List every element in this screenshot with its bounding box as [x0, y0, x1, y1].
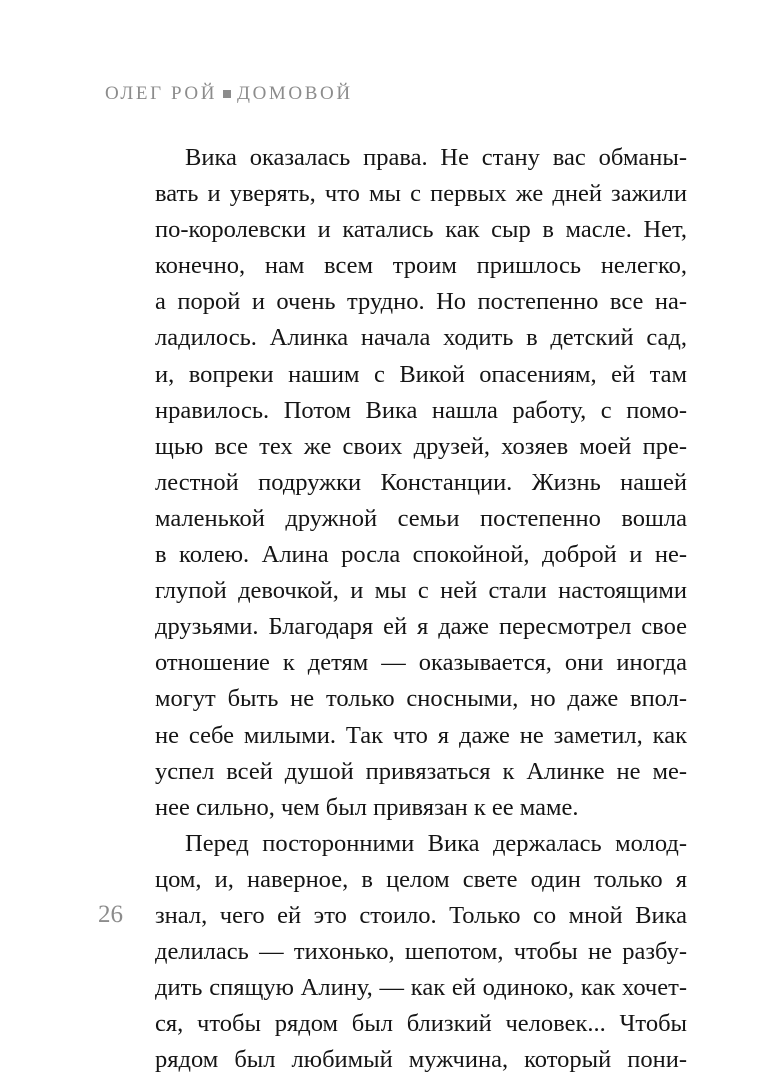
text-line: успел всей душой привязаться к Алинке не ме- [155, 757, 687, 785]
body-text [155, 140, 687, 1078]
text-line: делилась — тихонько, шепотом, чтобы не разбу- [155, 938, 687, 966]
text-line: в колею. Алина росла спокойной, доброй и не- [155, 541, 687, 569]
text-line: ладилось. Алинка начала ходить в детский сад, [155, 324, 687, 352]
text-line: Перед посторонними Вика держалась молод- [185, 829, 687, 857]
text-line: глупой девочкой, и мы с ней стали настоящими [155, 577, 687, 605]
paragraph-1 [155, 140, 687, 826]
running-head-author: ОЛЕГ РОЙ [105, 83, 218, 104]
text-line: ся, чтобы рядом был близкий человек... Чтобы [155, 1010, 687, 1038]
text-line: по-королевски и катались как сыр в масле. Нет, [155, 216, 687, 244]
text-line: щью все тех же своих друзей, хозяев моей пре- [155, 432, 687, 460]
text-line: цом, и, наверное, в целом свете один только я [155, 865, 687, 893]
paragraph-2 [155, 826, 687, 1078]
text-line: Вика оказалась права. Не стану вас обманы- [185, 144, 687, 171]
text-line: нее сильно, чем был привязан к ее маме. [155, 793, 579, 821]
text-line: отношение к детям — оказывается, они иногда [155, 649, 687, 677]
text-line: конечно, нам всем троим пришлось нелегко, [155, 252, 687, 280]
running-head-title: ДОМОВОЙ [237, 83, 353, 104]
text-line: и, вопреки нашим с Викой опасениям, ей там [155, 360, 687, 388]
text-line: рядом был любимый мужчина, который пони- [155, 1046, 687, 1074]
text-line: друзьями. Благодаря ей я даже пересмотрел свое [155, 613, 687, 641]
text-line: не себе милыми. Так что я даже не заметил, как [155, 721, 687, 749]
text-line: а порой и очень трудно. Но постепенно все на- [155, 288, 687, 316]
text-line: знал, чего ей это стоило. Только со мной Вика [155, 901, 687, 929]
text-line: вать и уверять, что мы с первых же дней зажили [155, 180, 687, 208]
text-line: нравилось. Потом Вика нашла работу, с помо- [155, 396, 687, 424]
text-line: маленькой дружной семьи постепенно вошла [155, 504, 687, 532]
running-head [105, 81, 353, 107]
text-line: лестной подружки Констанции. Жизнь нашей [155, 468, 687, 496]
text-line: дить спящую Алину, — как ей одиноко, как хочет- [155, 974, 687, 1002]
bullet-separator-icon [223, 90, 231, 98]
text-line: могут быть не только сносными, но даже впол- [155, 685, 687, 713]
page-number: 26 [98, 901, 123, 928]
